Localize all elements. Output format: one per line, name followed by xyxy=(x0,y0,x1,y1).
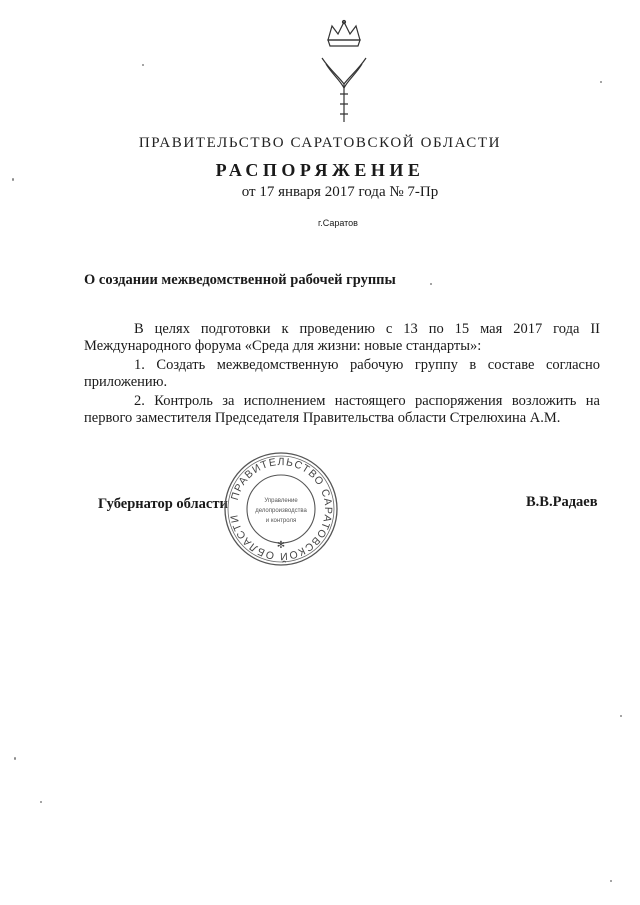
scan-speck xyxy=(430,283,432,285)
government-name: ПРАВИТЕЛЬСТВО САРАТОВСКОЙ ОБЛАСТИ xyxy=(138,135,502,151)
seal-center-line-1: Управление xyxy=(264,498,298,504)
scan-speck xyxy=(620,715,622,717)
crown-emblem-icon xyxy=(318,18,370,126)
seal-center-line-3: и контроля xyxy=(265,518,297,524)
signatory-title: Губернатор области xyxy=(98,496,228,512)
signatory-name: В.В.Радаев xyxy=(526,494,598,510)
seal-center-line-2: делопроизводства xyxy=(255,508,307,514)
scan-speck xyxy=(610,880,612,882)
scan-speck xyxy=(600,81,602,83)
document-body xyxy=(84,321,600,429)
seal-ring-text: ПРАВИТЕЛЬСТВО САРАТОВСКОЙ ОБЛАСТИ xyxy=(228,455,335,563)
scan-speck xyxy=(40,801,42,803)
seal-star-icon: ✻ xyxy=(276,540,286,551)
document-date-number: от 17 января 2017 года № 7-Пр xyxy=(241,184,439,200)
document-city: г.Саратов xyxy=(318,218,358,228)
body-item-2: 2. Контроль за исполнением настоящего распоряжения возложить на первого заместителя Председателя Правительства области Стрелюхина А.М. xyxy=(84,393,600,426)
document-subject: О создании межведомственной рабочей группы xyxy=(84,272,396,288)
body-intro-paragraph: В целях подготовки к проведению с 13 по 15 мая 2017 года II Международного форума «Среда для жизни: новые стандарты»: xyxy=(84,321,600,354)
scan-speck xyxy=(14,757,16,760)
official-seal-stamp xyxy=(222,450,340,568)
body-item-1: 1. Создать межведомственную рабочую группу в составе согласно приложению. xyxy=(84,357,600,390)
scan-speck xyxy=(142,64,144,66)
scan-speck xyxy=(12,178,14,181)
document-type-title: РАСПОРЯЖЕНИЕ xyxy=(215,160,425,180)
